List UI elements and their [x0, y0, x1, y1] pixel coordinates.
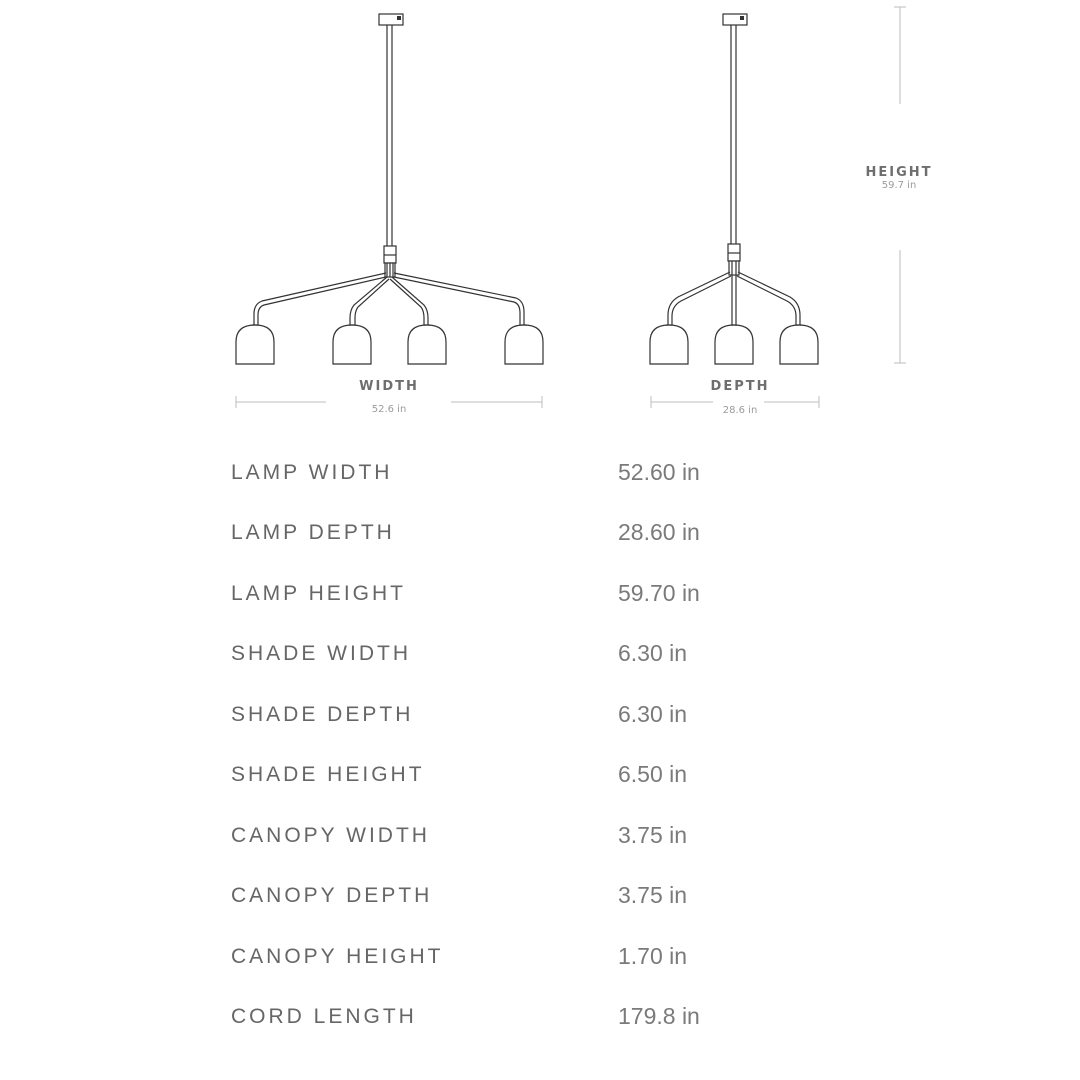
- spec-row: [0, 884, 1080, 924]
- spec-value: 6.30 in: [618, 701, 688, 727]
- depth-dimension-title: DEPTH: [710, 379, 770, 394]
- spec-value: 3.75 in: [618, 822, 688, 848]
- spec-row: [0, 1005, 1080, 1045]
- spec-value: 179.8 in: [618, 1003, 700, 1029]
- spec-label: LAMP DEPTH: [231, 521, 395, 544]
- spec-row: [0, 521, 1080, 561]
- height-dimension-title: HEIGHT: [865, 165, 933, 180]
- front-arm-inner-right: [392, 277, 428, 325]
- spec-label: LAMP WIDTH: [231, 461, 393, 484]
- front-shade-3: [408, 325, 446, 364]
- width-dimension-title: WIDTH: [359, 379, 419, 394]
- spec-value: 1.70 in: [618, 943, 688, 969]
- spec-value: 52.60 in: [618, 459, 700, 485]
- spec-row: [0, 642, 1080, 682]
- front-view: [236, 14, 543, 364]
- height-dimension-value: 59.7 in: [881, 180, 917, 191]
- side-arm-right: [738, 272, 800, 325]
- spec-value: 59.70 in: [618, 580, 700, 606]
- side-shade-3: [780, 325, 818, 364]
- spec-row: [0, 461, 1080, 501]
- spec-row: [0, 824, 1080, 864]
- spec-label: LAMP HEIGHT: [231, 582, 406, 605]
- depth-dimension-value: 28.6 in: [722, 405, 758, 416]
- front-shade-1: [236, 325, 274, 364]
- spec-row: [0, 582, 1080, 622]
- spec-label: CANOPY HEIGHT: [231, 945, 444, 968]
- front-shade-2: [333, 325, 371, 364]
- side-view: [650, 14, 818, 364]
- spec-label: CORD LENGTH: [231, 1005, 417, 1028]
- spec-label: CANOPY WIDTH: [231, 824, 430, 847]
- spec-value: 6.50 in: [618, 761, 688, 787]
- width-dimension-value: 52.6 in: [371, 404, 407, 415]
- spec-value: 28.60 in: [618, 519, 700, 545]
- side-arm-left: [668, 272, 730, 325]
- side-shade-2: [715, 325, 753, 364]
- spec-row: [0, 945, 1080, 985]
- side-shade-1: [650, 325, 688, 364]
- spec-value: 3.75 in: [618, 882, 688, 908]
- lamp-dimension-drawing: [0, 0, 1080, 440]
- spec-label: CANOPY DEPTH: [231, 884, 433, 907]
- spec-row: [0, 763, 1080, 803]
- spec-label: SHADE HEIGHT: [231, 763, 425, 786]
- spec-value: 6.30 in: [618, 640, 688, 666]
- spec-row: [0, 703, 1080, 743]
- spec-label: SHADE WIDTH: [231, 642, 411, 665]
- spec-label: SHADE DEPTH: [231, 703, 414, 726]
- front-shade-4: [505, 325, 543, 364]
